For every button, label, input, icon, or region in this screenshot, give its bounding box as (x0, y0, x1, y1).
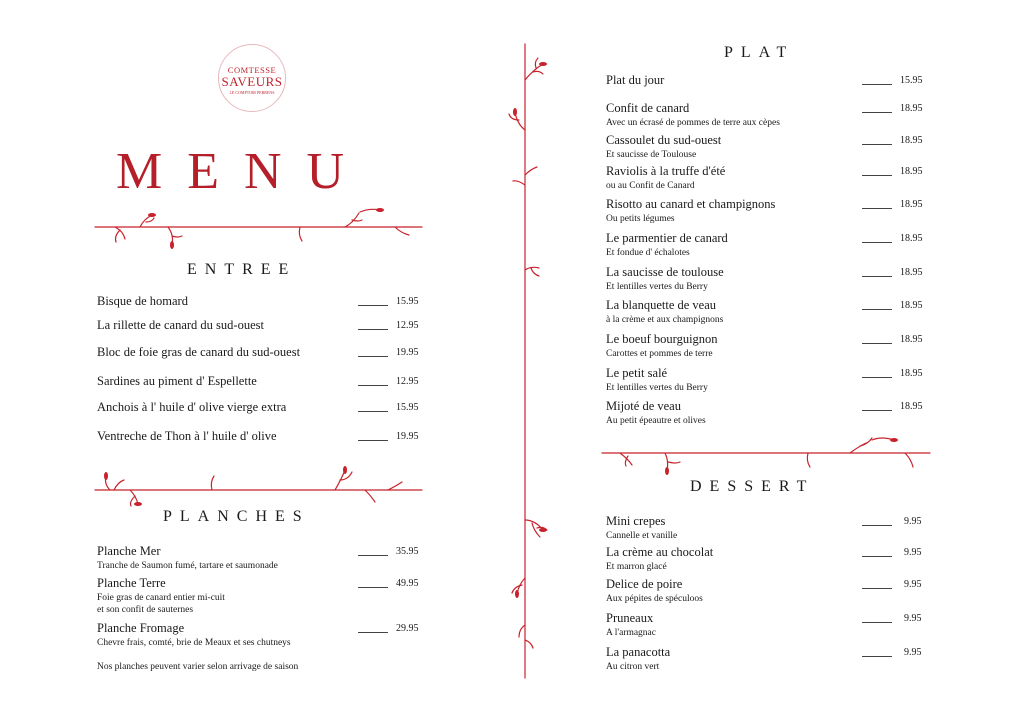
plat-item-desc: à la crème et aux champignons (606, 315, 724, 325)
price-leader (358, 411, 388, 412)
planche-desc: Foie gras de canard entier mi-cuit (97, 593, 225, 603)
price-leader (862, 343, 892, 344)
dessert-item-name: La crème au chocolat (606, 545, 714, 559)
plat-item-price: 18.95 (900, 300, 923, 311)
planche-name: Planche Mer (97, 544, 161, 558)
planche-desc: Chevre frais, comté, brie de Meaux et ses chutneys (97, 638, 291, 648)
price-leader (862, 84, 892, 85)
entree-item-price: 15.95 (396, 296, 419, 307)
price-leader (862, 588, 892, 589)
logo-line-2: SAVEURS (221, 74, 283, 89)
planche-desc: Tranche de Saumon fumé, tartare et saumonade (97, 561, 278, 571)
dessert-item-price: 9.95 (904, 613, 922, 624)
plat-item-desc: Ou petits légumes (606, 214, 675, 224)
price-leader (358, 632, 388, 633)
plat-item-price: 18.95 (900, 103, 923, 114)
entree-title: ENTREE (187, 261, 297, 278)
price-leader (862, 656, 892, 657)
plat-item-price: 15.95 (900, 75, 923, 86)
dessert-item-desc: A l'armagnac (606, 628, 656, 638)
price-leader (358, 356, 388, 357)
price-leader (862, 309, 892, 310)
entree-item-name: Anchois à l' huile d' olive vierge extra (97, 400, 287, 414)
price-leader (862, 377, 892, 378)
planche-price: 49.95 (396, 578, 419, 589)
plat-item-name: Raviolis à la truffe d'été (606, 164, 726, 178)
entree-item-price: 19.95 (396, 347, 419, 358)
planches-title: PLANCHES (163, 508, 310, 525)
dessert-item-price: 9.95 (904, 579, 922, 590)
price-leader (358, 555, 388, 556)
plat-item-price: 18.95 (900, 368, 923, 379)
planche-desc: et son confit de sauternes (97, 605, 194, 615)
plat-item-desc: ou au Confit de Canard (606, 181, 695, 191)
plat-title: PLAT (724, 44, 795, 61)
plat-item-price: 18.95 (900, 334, 923, 345)
price-leader (862, 622, 892, 623)
plat-item-name: La blanquette de veau (606, 298, 717, 312)
plat-item-price: 18.95 (900, 166, 923, 177)
plat-item-desc: Et lentilles vertes du Berry (606, 383, 708, 393)
price-leader (862, 410, 892, 411)
plat-item-name: Mijoté de veau (606, 399, 681, 413)
plat-item-price: 18.95 (900, 233, 923, 244)
plat-item-name: Risotto au canard et champignons (606, 197, 776, 211)
plat-item-name: Confit de canard (606, 101, 690, 115)
plat-item-desc: Et lentilles vertes du Berry (606, 282, 708, 292)
price-leader (862, 208, 892, 209)
plat-item-desc: Carottes et pommes de terre (606, 349, 713, 359)
plat-item-name: Le petit salé (606, 366, 668, 380)
plat-item-desc: Et fondue d' échalotes (606, 248, 690, 258)
plat-item-desc: Au petit épeautre et olives (606, 416, 706, 426)
logo-line-1: COMTESSE (227, 65, 277, 75)
plat-item-desc: Et saucisse de Toulouse (606, 150, 697, 160)
plat-item-name: Le parmentier de canard (606, 231, 728, 245)
planches-note: Nos planches peuvent varier selon arrivage de saison (97, 662, 299, 672)
dessert-item-price: 9.95 (904, 647, 922, 658)
planche-price: 29.95 (396, 623, 419, 634)
price-leader (862, 144, 892, 145)
entree-item-name: Ventreche de Thon à l' huile d' olive (97, 429, 277, 443)
plat-item-price: 18.95 (900, 267, 923, 278)
plat-item-desc: Avec un écrasé de pommes de terre aux cèpes (606, 118, 780, 128)
plat-item-price: 18.95 (900, 401, 923, 412)
dessert-item-desc: Au citron vert (606, 662, 660, 672)
plat-item-name: Cassoulet du sud-ouest (606, 133, 722, 147)
dessert-item-desc: Cannelle et vanille (606, 531, 678, 541)
entree-item-name: Sardines au piment d' Espellette (97, 374, 257, 388)
entree-item-name: Bisque de homard (97, 294, 188, 308)
plat-item-name: Plat du jour (606, 73, 665, 87)
center-vine-sprigs (509, 58, 547, 648)
price-leader (358, 440, 388, 441)
plat-item-price: 18.95 (900, 199, 923, 210)
vine-under-menu (95, 209, 422, 245)
dessert-title: DESSERT (690, 478, 815, 495)
plat-item-name: La saucisse de toulouse (606, 265, 724, 279)
price-leader (862, 175, 892, 176)
logo (212, 44, 292, 126)
entree-item-price: 19.95 (396, 431, 419, 442)
dessert-item-name: La panacotta (606, 645, 671, 659)
price-leader (358, 587, 388, 588)
plat-item-name: Le boeuf bourguignon (606, 332, 718, 346)
planche-price: 35.95 (396, 546, 419, 557)
planche-name: Planche Terre (97, 576, 166, 590)
vine-above-planches (95, 470, 422, 506)
entree-item-price: 12.95 (396, 376, 419, 387)
dessert-item-price: 9.95 (904, 516, 922, 527)
dessert-item-name: Delice de poire (606, 577, 683, 591)
planche-name: Planche Fromage (97, 621, 185, 635)
price-leader (358, 385, 388, 386)
dessert-item-desc: Et marron glacé (606, 562, 667, 572)
dessert-item-name: Mini crepes (606, 514, 666, 528)
price-leader (862, 112, 892, 113)
entree-item-price: 15.95 (396, 402, 419, 413)
price-leader (358, 305, 388, 306)
logo-line-3: LE COMPTOIR PERRENS (229, 90, 275, 95)
dessert-item-name: Pruneaux (606, 611, 654, 625)
price-leader (862, 242, 892, 243)
plat-item-price: 18.95 (900, 135, 923, 146)
entree-item-name: Bloc de foie gras de canard du sud-ouest (97, 345, 301, 359)
price-leader (862, 556, 892, 557)
entree-item-name: La rillette de canard du sud-ouest (97, 318, 264, 332)
price-leader (358, 329, 388, 330)
price-leader (862, 276, 892, 277)
entree-item-price: 12.95 (396, 320, 419, 331)
vine-above-dessert (602, 438, 930, 471)
dessert-item-desc: Aux pépites de spéculoos (606, 594, 703, 604)
dessert-item-price: 9.95 (904, 547, 922, 558)
menu-title: MENU (116, 143, 370, 200)
price-leader (862, 525, 892, 526)
